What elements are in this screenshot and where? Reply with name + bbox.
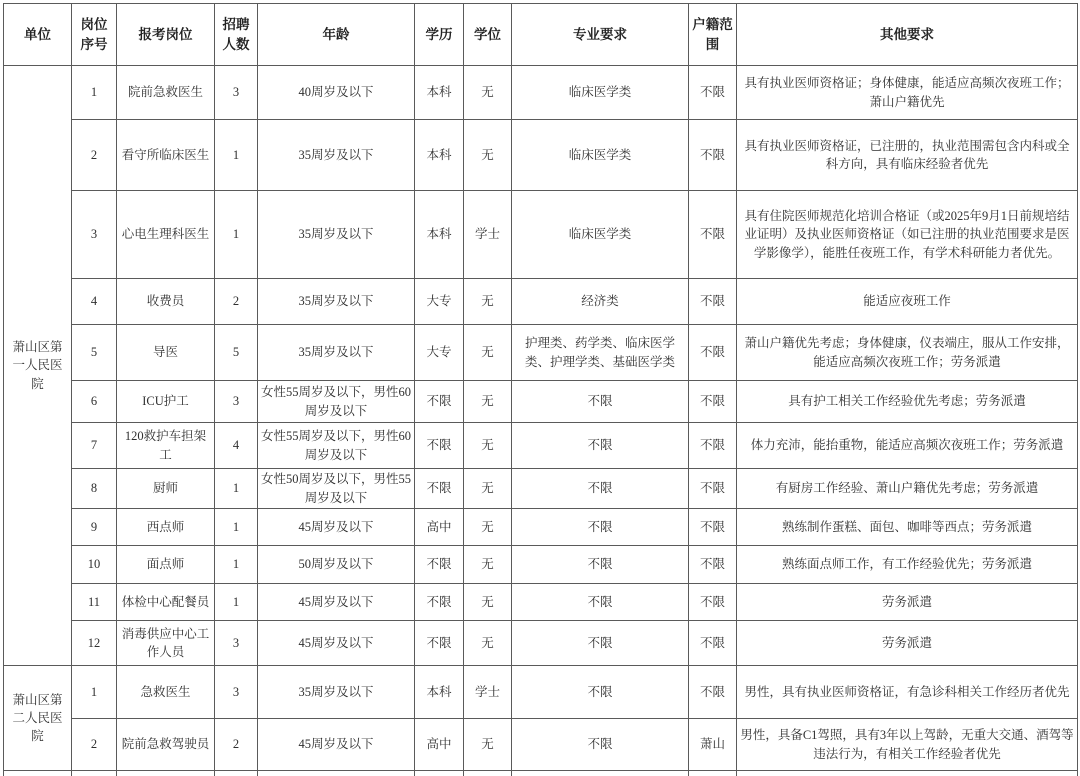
cell-empty xyxy=(258,771,415,776)
cell-other: 萧山户籍优先考虑；身体健康，仪表端庄，服从工作安排，能适应高频次夜班工作；劳务派遣 xyxy=(737,325,1078,381)
col-header-education: 学历 xyxy=(415,4,464,66)
cell-hukou: 不限 xyxy=(689,120,737,191)
cell-position: 导医 xyxy=(117,325,215,381)
cell-age: 45周岁及以下 xyxy=(258,719,415,771)
cell-degree: 无 xyxy=(464,423,512,469)
cell-post-no: 6 xyxy=(72,381,117,423)
cell-hukou: 不限 xyxy=(689,621,737,666)
cell-post-no: 7 xyxy=(72,423,117,469)
cell-position: 院前急救驾驶员 xyxy=(117,719,215,771)
cell-empty xyxy=(4,771,72,776)
cell-hukou: 不限 xyxy=(689,509,737,546)
cell-empty xyxy=(512,771,689,776)
cell-age: 35周岁及以下 xyxy=(258,279,415,325)
cell-empty xyxy=(72,771,117,776)
table-row xyxy=(4,584,1078,621)
cell-post-no: 2 xyxy=(72,719,117,771)
cell-major: 临床医学类 xyxy=(512,66,689,120)
cell-education: 不限 xyxy=(415,381,464,423)
cell-post-no: 4 xyxy=(72,279,117,325)
cell-hukou: 不限 xyxy=(689,423,737,469)
cell-position: 体检中心配餐员 xyxy=(117,584,215,621)
col-header-headcount: 招聘人数 xyxy=(215,4,258,66)
cell-degree: 无 xyxy=(464,469,512,509)
cell-position: 看守所临床医生 xyxy=(117,120,215,191)
unit-cell-hospital2: 萧山区第二人民医院 xyxy=(4,666,72,771)
table-row xyxy=(4,546,1078,584)
table-row xyxy=(4,469,1078,509)
cell-age: 40周岁及以下 xyxy=(258,66,415,120)
cell-other: 劳务派遣 xyxy=(737,621,1078,666)
cell-education: 大专 xyxy=(415,279,464,325)
cell-hukou: 不限 xyxy=(689,584,737,621)
cell-education: 本科 xyxy=(415,120,464,191)
cell-hukou: 不限 xyxy=(689,381,737,423)
cell-education: 本科 xyxy=(415,666,464,719)
cell-degree: 无 xyxy=(464,509,512,546)
cell-age: 35周岁及以下 xyxy=(258,191,415,279)
cell-headcount: 3 xyxy=(215,66,258,120)
cell-hukou: 不限 xyxy=(689,279,737,325)
cell-education: 高中 xyxy=(415,509,464,546)
table-row xyxy=(4,666,1078,719)
table-row xyxy=(4,509,1078,546)
recruitment-table xyxy=(3,3,1078,776)
cell-position: 院前急救医生 xyxy=(117,66,215,120)
cell-degree: 无 xyxy=(464,66,512,120)
table-row-partial xyxy=(4,771,1078,776)
cell-headcount: 4 xyxy=(215,423,258,469)
cell-degree: 学士 xyxy=(464,191,512,279)
cell-education: 本科 xyxy=(415,191,464,279)
cell-other: 能适应夜班工作 xyxy=(737,279,1078,325)
cell-headcount: 5 xyxy=(215,325,258,381)
cell-major: 不限 xyxy=(512,666,689,719)
cell-age: 女性55周岁及以下，男性60周岁及以下 xyxy=(258,423,415,469)
table-row xyxy=(4,325,1078,381)
cell-age: 45周岁及以下 xyxy=(258,509,415,546)
cell-hukou: 不限 xyxy=(689,66,737,120)
cell-major: 不限 xyxy=(512,621,689,666)
cell-headcount: 1 xyxy=(215,546,258,584)
col-header-other: 其他要求 xyxy=(737,4,1078,66)
cell-hukou: 不限 xyxy=(689,191,737,279)
cell-empty xyxy=(689,771,737,776)
cell-education: 不限 xyxy=(415,621,464,666)
cell-degree: 无 xyxy=(464,546,512,584)
cell-post-no: 3 xyxy=(72,191,117,279)
cell-age: 45周岁及以下 xyxy=(258,584,415,621)
cell-other: 具有护工相关工作经验优先考虑；劳务派遣 xyxy=(737,381,1078,423)
cell-headcount: 1 xyxy=(215,584,258,621)
cell-other: 具有住院医师规范化培训合格证（或2025年9月1日前规培结业证明）及执业医师资格证（如已注册的执业范围要求是医学影像学），能胜任夜班工作，有学术科研能力者优先。 xyxy=(737,191,1078,279)
col-header-unit: 单位 xyxy=(4,4,72,66)
col-header-age: 年龄 xyxy=(258,4,415,66)
cell-education: 高中 xyxy=(415,719,464,771)
header-row xyxy=(4,4,1078,66)
cell-other: 熟练面点师工作，有工作经验优先；劳务派遣 xyxy=(737,546,1078,584)
table-row xyxy=(4,621,1078,666)
cell-post-no: 2 xyxy=(72,120,117,191)
cell-major: 不限 xyxy=(512,546,689,584)
cell-position: 面点师 xyxy=(117,546,215,584)
table-row xyxy=(4,120,1078,191)
cell-education: 大专 xyxy=(415,325,464,381)
cell-post-no: 1 xyxy=(72,666,117,719)
cell-other: 体力充沛，能抬重物，能适应高频次夜班工作；劳务派遣 xyxy=(737,423,1078,469)
table-row xyxy=(4,66,1078,120)
cell-other: 劳务派遣 xyxy=(737,584,1078,621)
cell-position: 120救护车担架工 xyxy=(117,423,215,469)
cell-headcount: 3 xyxy=(215,381,258,423)
cell-other: 有厨房工作经验、萧山户籍优先考虑；劳务派遣 xyxy=(737,469,1078,509)
cell-age: 35周岁及以下 xyxy=(258,666,415,719)
cell-post-no: 12 xyxy=(72,621,117,666)
cell-age: 女性55周岁及以下，男性60周岁及以下 xyxy=(258,381,415,423)
cell-empty xyxy=(737,771,1078,776)
cell-major: 临床医学类 xyxy=(512,191,689,279)
cell-position: 心电生理科医生 xyxy=(117,191,215,279)
cell-degree: 无 xyxy=(464,279,512,325)
cell-other: 男性，具有执业医师资格证，有急诊科相关工作经历者优先 xyxy=(737,666,1078,719)
cell-other: 熟练制作蛋糕、面包、咖啡等西点；劳务派遣 xyxy=(737,509,1078,546)
cell-headcount: 2 xyxy=(215,719,258,771)
cell-empty xyxy=(215,771,258,776)
cell-empty xyxy=(117,771,215,776)
cell-hukou: 不限 xyxy=(689,546,737,584)
cell-major: 临床医学类 xyxy=(512,120,689,191)
cell-post-no: 5 xyxy=(72,325,117,381)
table-row xyxy=(4,279,1078,325)
cell-hukou: 不限 xyxy=(689,325,737,381)
cell-position: 消毒供应中心工作人员 xyxy=(117,621,215,666)
cell-degree: 无 xyxy=(464,719,512,771)
cell-post-no: 1 xyxy=(72,66,117,120)
cell-headcount: 3 xyxy=(215,621,258,666)
cell-degree: 无 xyxy=(464,621,512,666)
cell-headcount: 1 xyxy=(215,469,258,509)
cell-headcount: 1 xyxy=(215,120,258,191)
cell-age: 50周岁及以下 xyxy=(258,546,415,584)
cell-position: 西点师 xyxy=(117,509,215,546)
unit-cell-hospital1: 萧山区第一人民医院 xyxy=(4,66,72,666)
cell-position: 收费员 xyxy=(117,279,215,325)
cell-major: 不限 xyxy=(512,584,689,621)
cell-age: 45周岁及以下 xyxy=(258,621,415,666)
cell-position: ICU护工 xyxy=(117,381,215,423)
cell-other: 男性，具备C1驾照，具有3年以上驾龄，无重大交通、酒驾等违法行为，有相关工作经验者优先 xyxy=(737,719,1078,771)
cell-major: 经济类 xyxy=(512,279,689,325)
cell-other: 具有执业医师资格证；身体健康，能适应高频次夜班工作；萧山户籍优先 xyxy=(737,66,1078,120)
col-header-hukou: 户籍范围 xyxy=(689,4,737,66)
cell-position: 急救医生 xyxy=(117,666,215,719)
cell-headcount: 3 xyxy=(215,666,258,719)
cell-post-no: 11 xyxy=(72,584,117,621)
cell-degree: 无 xyxy=(464,381,512,423)
cell-age: 女性50周岁及以下，男性55周岁及以下 xyxy=(258,469,415,509)
cell-major: 不限 xyxy=(512,423,689,469)
cell-major: 不限 xyxy=(512,719,689,771)
cell-post-no: 10 xyxy=(72,546,117,584)
col-header-degree: 学位 xyxy=(464,4,512,66)
cell-age: 35周岁及以下 xyxy=(258,325,415,381)
cell-degree: 学士 xyxy=(464,666,512,719)
col-header-post-no: 岗位序号 xyxy=(72,4,117,66)
cell-education: 不限 xyxy=(415,584,464,621)
cell-hukou: 萧山 xyxy=(689,719,737,771)
cell-other: 具有执业医师资格证，已注册的，执业范围需包含内科或全科方向，具有临床经验者优先 xyxy=(737,120,1078,191)
cell-major: 护理类、药学类、临床医学类、护理学类、基础医学类 xyxy=(512,325,689,381)
cell-age: 35周岁及以下 xyxy=(258,120,415,191)
cell-major: 不限 xyxy=(512,509,689,546)
cell-major: 不限 xyxy=(512,381,689,423)
cell-hukou: 不限 xyxy=(689,666,737,719)
cell-education: 不限 xyxy=(415,423,464,469)
table-row xyxy=(4,381,1078,423)
cell-headcount: 1 xyxy=(215,191,258,279)
cell-degree: 无 xyxy=(464,120,512,191)
cell-headcount: 2 xyxy=(215,279,258,325)
cell-education: 本科 xyxy=(415,66,464,120)
cell-education: 不限 xyxy=(415,469,464,509)
cell-headcount: 1 xyxy=(215,509,258,546)
cell-post-no: 8 xyxy=(72,469,117,509)
table-row xyxy=(4,719,1078,771)
cell-hukou: 不限 xyxy=(689,469,737,509)
table-row xyxy=(4,423,1078,469)
cell-degree: 无 xyxy=(464,325,512,381)
cell-position: 厨师 xyxy=(117,469,215,509)
cell-degree: 无 xyxy=(464,584,512,621)
col-header-major: 专业要求 xyxy=(512,4,689,66)
cell-major: 不限 xyxy=(512,469,689,509)
cell-education: 不限 xyxy=(415,546,464,584)
cell-post-no: 9 xyxy=(72,509,117,546)
cell-empty xyxy=(415,771,464,776)
table-row xyxy=(4,191,1078,279)
col-header-position: 报考岗位 xyxy=(117,4,215,66)
cell-empty xyxy=(464,771,512,776)
